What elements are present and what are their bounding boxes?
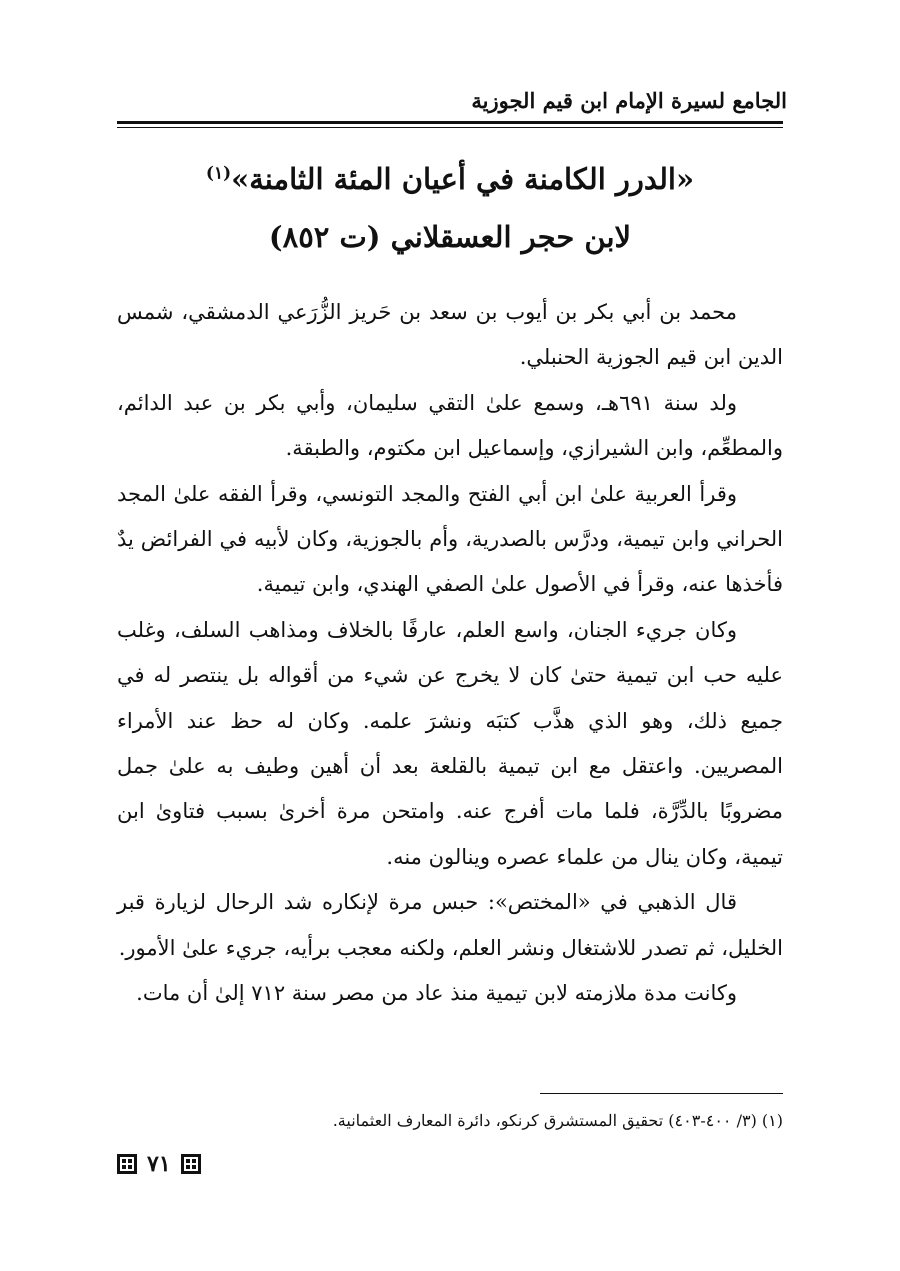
- paragraph-3: وقرأ العربية علىٰ ابن أبي الفتح والمجد التونسي، وقرأ الفقه علىٰ المجد الحراني وابن تيمية، ودرَّس بالصدرية، وأم بالجوزية، وكان لأبيه في الفرائض يدٌ فأخذها عنه، وقرأ في الأصول علىٰ الصفي الهندي، وابن تيمية.: [117, 481, 783, 597]
- section-title: [117, 150, 783, 266]
- footnote: (١) (٣/ ٤٠٠-٤٠٣) تحقيق المستشرق كرنكو، دائرة المعارف العثمانية.: [332, 1111, 783, 1130]
- ornament-left-icon: [117, 1154, 137, 1174]
- header-rule-thin: [117, 127, 783, 128]
- header-rule-thick: [117, 121, 783, 124]
- page-number-block: [117, 1150, 201, 1178]
- ornament-right-icon: [181, 1154, 201, 1174]
- title-line-1-text: «الدرر الكامنة في أعيان المئة الثامنة»: [231, 162, 695, 196]
- running-header: الجامع لسيرة الإمام ابن قيم الجوزية: [471, 88, 787, 113]
- page-number: ٧١: [147, 1151, 171, 1177]
- title-line-1: [117, 150, 783, 208]
- paragraph-1: محمد بن أبي بكر بن أيوب بن سعد بن حَريز الزُّرَعي الدمشقي، شمس الدين ابن قيم الجوزية الحنبلي.: [117, 300, 783, 370]
- paragraph-4: وكان جريء الجنان، واسع العلم، عارفًا بالخلاف ومذاهب السلف، وغلب عليه حب ابن تيمية حتىٰ كان لا يخرج عن شيء من أقواله بل ينتصر له في جميع ذلك، وهو الذي هذَّب كتبَه ونشرَ علمه. وكان له حظ عند الأمراء المصريين. واعتقل مع ابن تيمية بالقلعة بعد أن أهين وطيف به علىٰ جمل مضروبًا بالدِّرَّة، فلما مات أفرج عنه. وامتحن مرة أخرىٰ بسبب فتاوىٰ ابن تيمية، وكان ينال من علماء عصره وينالون منه.: [117, 617, 783, 869]
- paragraph-5: قال الذهبي في «المختص»: حبس مرة لإنكاره شد الرحال لزيارة قبر الخليل، ثم تصدر للاشتغال ونشر العلم، ولكنه معجب برأيه، جريء علىٰ الأمور.: [117, 890, 783, 960]
- paragraph-2: ولد سنة ٦٩١هـ، وسمع علىٰ التقي سليمان، وأبي بكر بن عبد الدائم، والمطعِّم، وابن الشيرازي، وإسماعيل ابن مكتوم، والطبقة.: [117, 390, 783, 461]
- paragraph-6: وكانت مدة ملازمته لابن تيمية منذ عاد من مصر سنة ٧١٢ إلىٰ أن مات.: [136, 981, 737, 1006]
- footnote-marker: (١): [205, 163, 232, 184]
- body-text: [117, 290, 783, 1017]
- title-line-2: لابن حجر العسقلاني (ت ٨٥٢): [268, 220, 632, 254]
- footnote-rule: [540, 1093, 783, 1094]
